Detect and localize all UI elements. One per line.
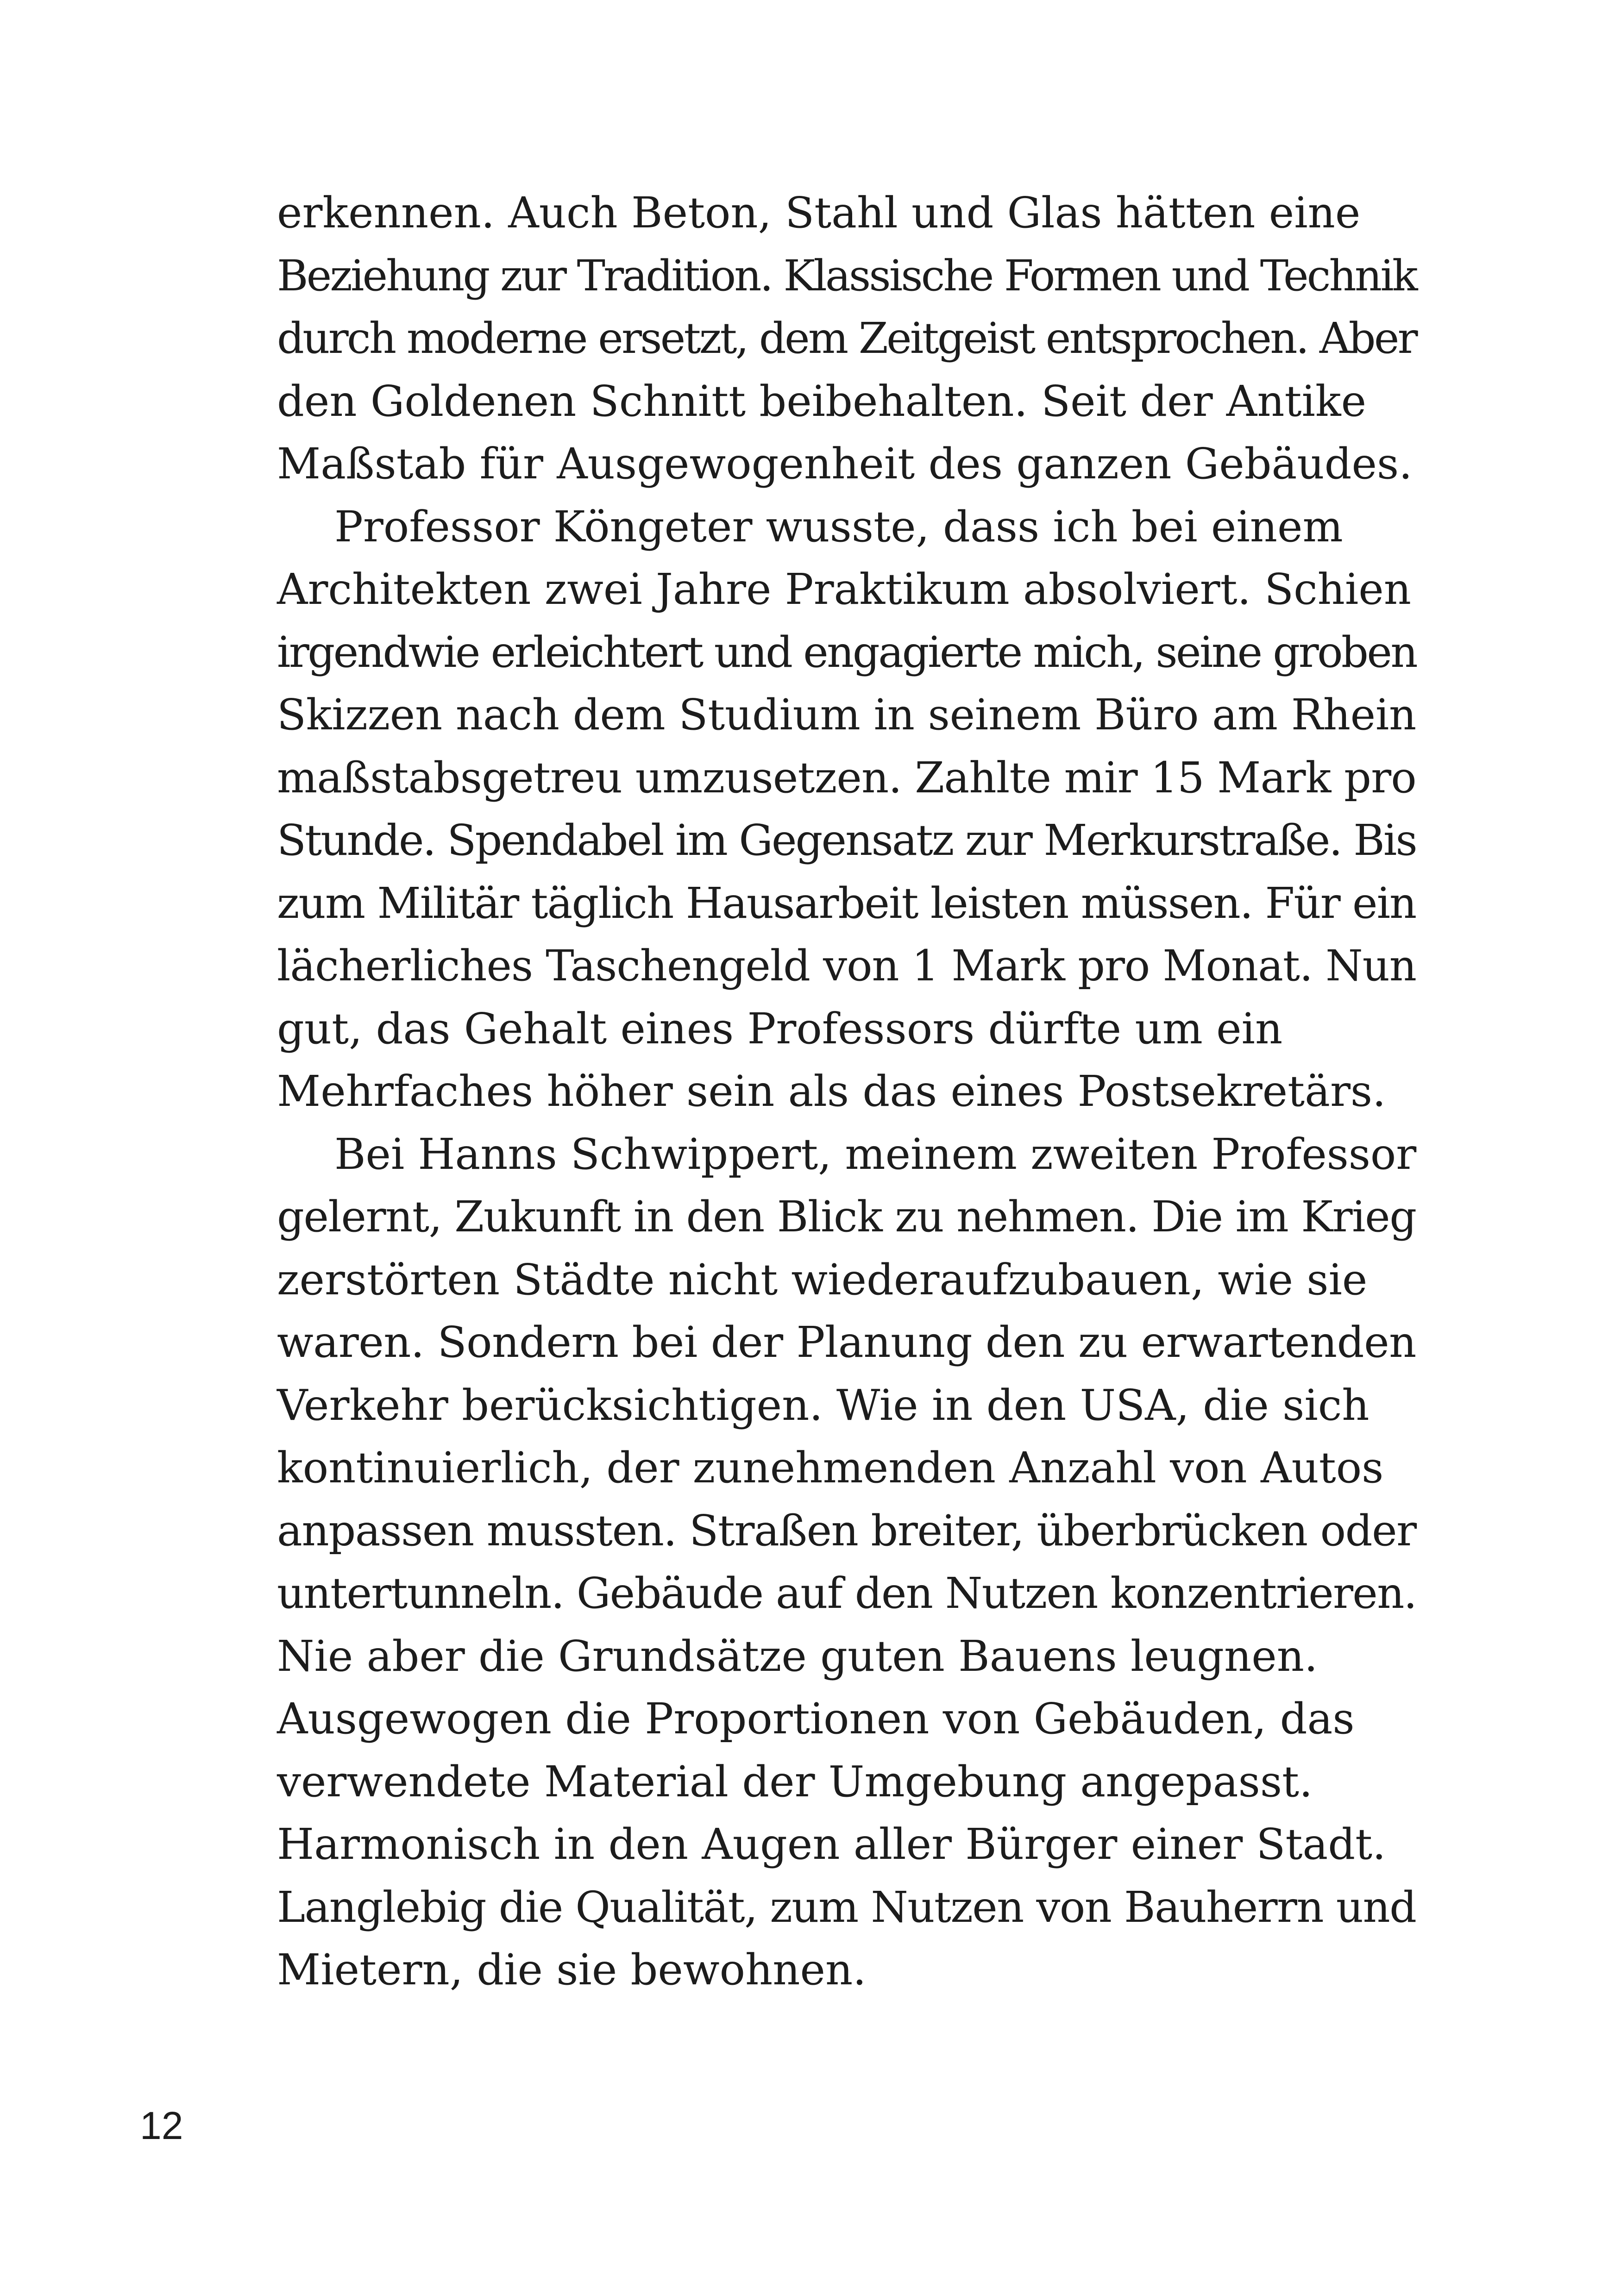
text-line: Maßstab für Ausgewogenheit des ganzen Gebäudes. xyxy=(277,439,1413,489)
text-line: den Goldenen Schnitt beibehalten. Seit der Antike xyxy=(277,376,1367,426)
text-line: anpassen mussten. Straßen breiter, überbrücken oder xyxy=(277,1506,1416,1556)
text-line: Verkehr berücksichtigen. Wie in den USA, die sich xyxy=(277,1380,1370,1430)
text-line: Mehrfaches höher sein als das eines Postsekretärs. xyxy=(277,1066,1386,1116)
text-line: Langlebig die Qualität, zum Nutzen von Bauherrn und xyxy=(277,1882,1416,1932)
text-line: gelernt, Zukunft in den Blick zu nehmen. Die im Krieg xyxy=(277,1192,1416,1242)
text-line: Harmonisch in den Augen aller Bürger einer Stadt. xyxy=(277,1819,1386,1869)
text-line: Mietern, die sie bewohnen. xyxy=(277,1945,867,1995)
text-line: zerstörten Städte nicht wiederaufzubauen, wie sie xyxy=(277,1255,1368,1305)
paragraph-first-line: Professor Köngeter wusste, dass ich bei einem xyxy=(334,502,1343,552)
text-line: gut, das Gehalt eines Professors dürfte um ein xyxy=(277,1004,1283,1054)
text-line: maßstabsgetreu umzusetzen. Zahlte mir 15 Mark pro xyxy=(277,753,1416,803)
text-line: Skizzen nach dem Studium in seinem Büro am Rhein xyxy=(277,690,1416,740)
text-line: Architekten zwei Jahre Praktikum absolviert. Schien xyxy=(277,565,1412,614)
text-line: lächerliches Taschengeld von 1 Mark pro Monat. Nun xyxy=(277,941,1416,991)
text-line: erkennen. Auch Beton, Stahl und Glas hätten eine xyxy=(277,188,1361,238)
text-line: waren. Sondern bei der Planung den zu erwartenden xyxy=(277,1317,1416,1367)
text-line: durch moderne ersetzt, dem Zeitgeist entsprochen. Aber xyxy=(277,314,1416,363)
text-line: Ausgewogen die Proportionen von Gebäuden, das xyxy=(277,1694,1355,1744)
text-line: zum Militär täglich Hausarbeit leisten müssen. Für ein xyxy=(277,878,1416,928)
body-text xyxy=(277,182,1416,2001)
text-line: Beziehung zur Tradition. Klassische Formen und Technik xyxy=(277,251,1416,301)
paragraph-first-line: Bei Hanns Schwippert, meinem zweiten Professor xyxy=(334,1129,1417,1179)
text-line: irgendwie erleichtert und engagierte mich, seine groben xyxy=(277,627,1417,677)
text-line: Stunde. Spendabel im Gegensatz zur Merkurstraße. Bis xyxy=(277,816,1416,865)
page-number: 12 xyxy=(140,2104,183,2147)
text-line: Nie aber die Grundsätze guten Bauens leugnen. xyxy=(277,1631,1318,1681)
text-line: untertunneln. Gebäude auf den Nutzen konzentrieren. xyxy=(277,1568,1417,1618)
text-line: kontinuierlich, der zunehmenden Anzahl von Autos xyxy=(277,1443,1384,1493)
text-line: verwendete Material der Umgebung angepasst. xyxy=(277,1757,1313,1807)
